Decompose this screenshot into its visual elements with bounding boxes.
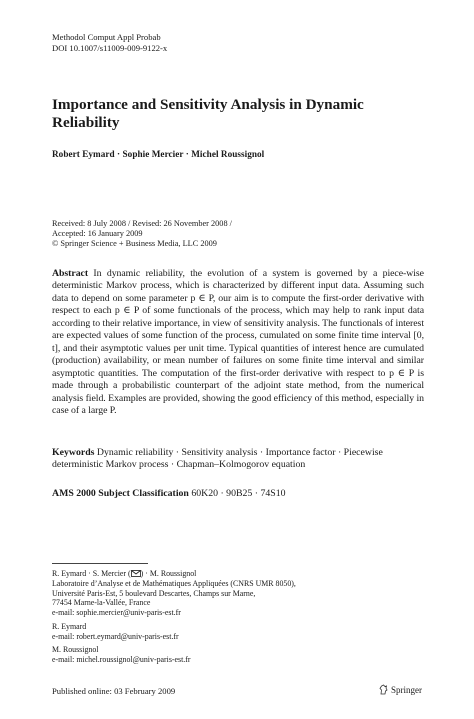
affiliation-names	[52, 569, 432, 579]
abstract-section	[52, 268, 424, 417]
keywords-heading: Keywords	[52, 447, 95, 458]
affiliation-email-mercier: e-mail: sophie.mercier@univ-paris-est.fr	[52, 608, 181, 618]
affiliation-names-end: ) · M. Roussignol	[140, 569, 197, 578]
affiliation-email-eymard: e-mail: robert.eymard@univ-paris-est.fr	[52, 631, 179, 641]
journal-doi: DOI 10.1007/s11009-009-9122-x	[52, 43, 168, 53]
affiliation-university: Université Paris-Est, 5 boulevard Descartes, Champs sur Marne,	[52, 588, 256, 598]
keywords-section	[52, 447, 424, 472]
journal-header	[52, 32, 167, 54]
author-eymard: Robert Eymard	[52, 149, 115, 159]
springer-wordmark: Springer	[391, 684, 422, 695]
springer-horse-icon	[379, 684, 388, 695]
affiliation-name-roussignol: M. Roussignol	[52, 645, 99, 654]
affiliation-block-main	[52, 569, 432, 618]
affiliation-lab: Laboratoire d’Analyse et de Mathématiques Appliquées (CNRS UMR 8050),	[52, 578, 296, 588]
author-roussignol: Michel Roussignol	[191, 149, 265, 159]
affiliation-email-roussignol: e-mail: michel.roussignol@univ-paris-est.fr	[52, 654, 191, 664]
paper-title	[52, 96, 412, 131]
title-line-2: Reliability	[52, 113, 120, 131]
envelope-icon	[131, 570, 141, 577]
author-mercier: Sophie Mercier	[122, 149, 184, 159]
affiliation-name-eymard: R. Eymard	[52, 622, 87, 631]
affiliation-block-eymard	[52, 622, 432, 642]
submission-dates	[52, 219, 232, 249]
copyright-line: © Springer Science + Business Media, LLC 2009	[52, 239, 217, 248]
author-separator: ·	[117, 149, 121, 159]
received-revised: Received: 8 July 2008 / Revised: 26 November 2008 /	[52, 219, 232, 228]
affiliation-block-roussignol	[52, 645, 432, 665]
keywords-text: Dynamic reliability · Sensitivity analysis · Importance factor · Piecewise deterministic Markov process · Chapman–Kolmogorov equation	[52, 447, 383, 471]
ams-heading: AMS 2000 Subject Classification	[52, 488, 189, 499]
journal-name: Methodol Comput Appl Probab	[52, 32, 161, 42]
ams-classification	[52, 488, 286, 500]
published-online: Published online: 03 February 2009	[52, 686, 176, 696]
ams-codes: 60K20 · 90B25 · 74S10	[191, 488, 286, 499]
author-separator: ·	[185, 149, 189, 159]
affiliation-city: 77454 Marne-la-Vallée, France	[52, 598, 151, 608]
footnote-rule	[52, 563, 148, 564]
springer-logo	[379, 684, 422, 695]
title-line-1: Importance and Sensitivity Analysis in Dynamic	[52, 96, 364, 113]
abstract-text: In dynamic reliability, the evolution of a system is governed by a piece-wise deterministic Markov process, which is characterized by different input data. Assuming such data to depend on some parameter p ∈ P, our aim is to compute the first-order derivative with respect to each p ∈ P of some functionals of the process, which may help to rank input data according to their relative importance, in view of sensitivity analysis. The functionals of interest are expected values of some function of the process, cumulated on some finite time interval [0, t], and their asymptotic values per unit time. Typical quantities of interest hence are cumulated (production) availability, or mean number of failures on some finite time interval and similar asymptotic quantities. The computation of the first-order derivative with respect to p ∈ P is made through a probabilistic counterpart of the adjoint state method, from the numerical analysis field. Examples are provided, showing the good efficiency of this method, especially in case of a large P.	[52, 268, 424, 416]
affiliation-names-start: R. Eymard · S. Mercier (	[52, 569, 131, 578]
abstract-heading: Abstract	[52, 268, 89, 279]
accepted-date: Accepted: 16 January 2009	[52, 229, 143, 238]
author-list	[52, 149, 264, 159]
